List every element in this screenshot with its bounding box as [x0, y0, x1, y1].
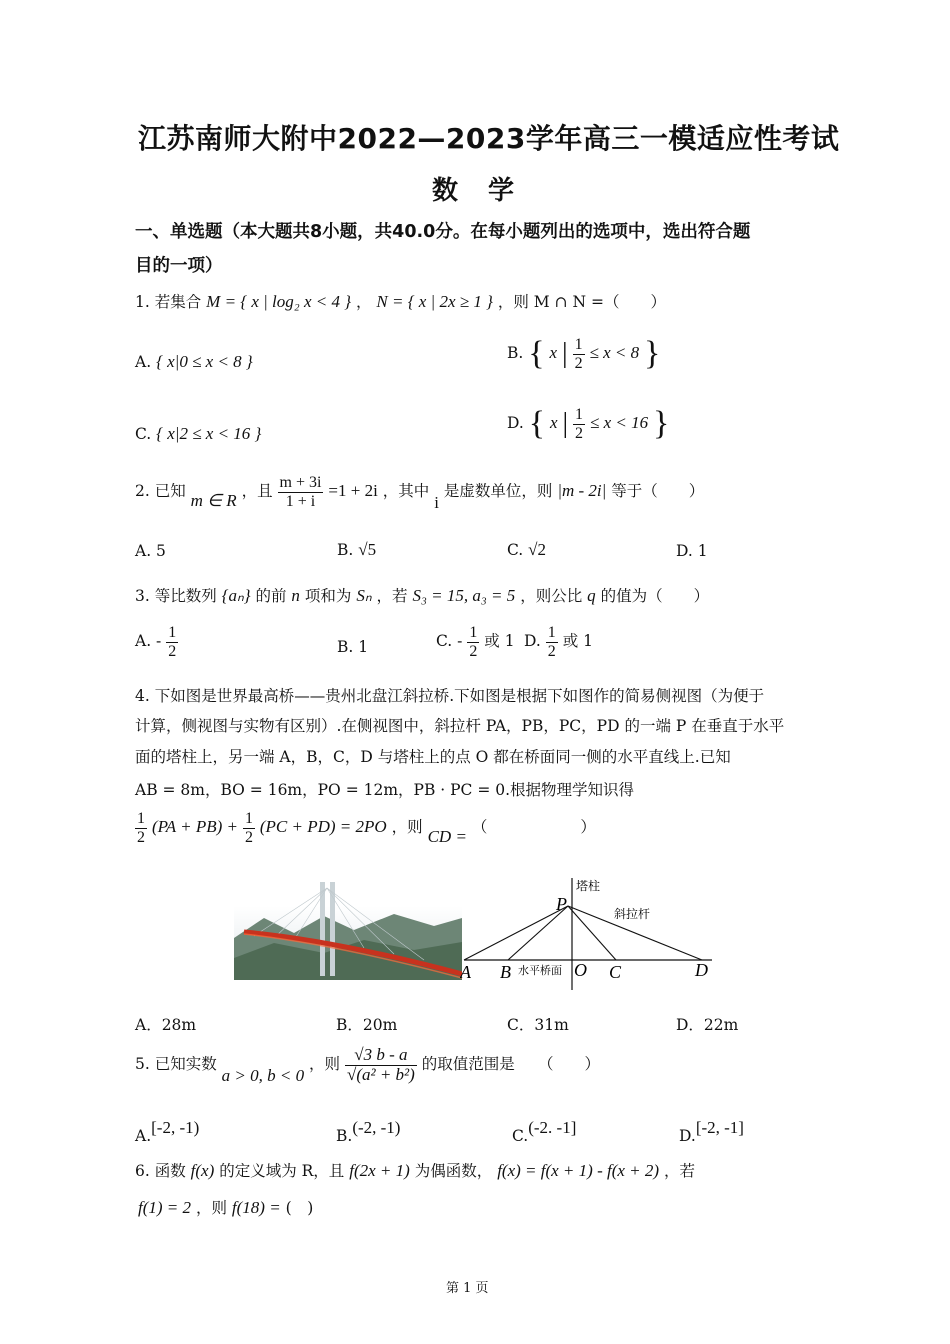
- section-heading-line1: 一、单选题（本大题共8小题，共40.0分。在每小题列出的选项中，选出符合题: [135, 222, 751, 242]
- q3-option-a[interactable]: [135, 624, 178, 660]
- question-5: [135, 1046, 600, 1084]
- tower-right: [330, 882, 335, 976]
- option-suffix: 或 1: [562, 632, 593, 651]
- q2-option-c[interactable]: [507, 540, 546, 560]
- q3-q: q: [587, 586, 596, 605]
- formula-fraction: $\frac{1}{2}$: [244, 810, 253, 846]
- q5-option-d[interactable]: [679, 1118, 744, 1145]
- q5-option-b[interactable]: [336, 1118, 401, 1145]
- brace-right: }: [644, 335, 661, 372]
- q2-option-b[interactable]: [337, 540, 376, 560]
- q6-text: 为偶函数，: [414, 1162, 493, 1180]
- q5-condition: a > 0, b < 0: [221, 1066, 305, 1086]
- q2-option-d[interactable]: D. 1: [676, 542, 708, 560]
- option-value: (-2. -1]: [528, 1118, 577, 1137]
- q5-option-a[interactable]: [135, 1118, 200, 1145]
- option-fraction: $\frac{1}{2}$: [574, 335, 583, 372]
- option-label: D.: [679, 1127, 696, 1145]
- option-fraction: $\frac{1}{2}$: [575, 405, 584, 442]
- q2-option-a[interactable]: A. 5: [135, 542, 166, 560]
- formula-part: (PA + PB) +: [151, 817, 238, 837]
- formula-fraction: $\frac{1}{2}$: [137, 810, 145, 846]
- q2-text: ，其中: [382, 482, 430, 501]
- q2-abs: |m - 2i|: [557, 481, 607, 501]
- option-suffix: 或 1: [484, 632, 515, 651]
- q2-imag-unit: i: [434, 493, 439, 513]
- side-view-diagram: [460, 876, 720, 992]
- q2-condition: m ∈ R: [190, 491, 237, 511]
- q2-fraction: $\frac{m + 3i}{1 + i}$: [279, 474, 322, 510]
- formula-part: (PC + PD) = 2PO: [259, 817, 387, 837]
- option-label: B.: [337, 541, 354, 559]
- option-value: [-2, -1): [151, 1118, 200, 1137]
- point-d: D: [695, 960, 708, 980]
- option-fraction: $\frac{1}{2}$: [547, 624, 556, 660]
- option-label: B.: [507, 344, 524, 362]
- question-6-line2: [138, 1196, 313, 1218]
- section-heading-line2: 目的一项）: [135, 256, 223, 276]
- q3-text: 的前: [255, 587, 287, 605]
- option-label: A.: [135, 353, 152, 371]
- q6-text: ，则: [195, 1199, 227, 1217]
- q3-condition: S₃ = 15, a₃ = 5: [412, 586, 516, 605]
- brace-right: }: [653, 405, 670, 442]
- q6-f2: f(2x + 1): [349, 1161, 410, 1180]
- q1-suffix: ，则 M ∩ N =（ ）: [497, 293, 666, 311]
- q1-prefix: 1. 若集合: [135, 293, 202, 311]
- q4-line2: 计算，侧视图与实物有区别）.在侧视图中，斜拉杆 PA，PB，PC，PD 的一端 P 在垂直于水平: [135, 717, 785, 735]
- point-c: C: [609, 962, 622, 982]
- question-2: [135, 474, 705, 513]
- q3-prefix: 3. 等比数列: [135, 587, 217, 605]
- option-value: { x|0 ≤ x < 8 }: [156, 352, 253, 371]
- option-var: x: [549, 343, 558, 362]
- q3-text: ，则公比: [520, 587, 583, 605]
- option-value: ≤ x < 8: [589, 343, 640, 362]
- option-label: C. -: [436, 632, 463, 651]
- question-1: [135, 290, 666, 312]
- q2-prefix: 2. 已知: [135, 482, 186, 501]
- q2-text: 是虚数单位，则: [443, 482, 553, 501]
- q6-fx: f(x): [190, 1161, 215, 1180]
- q3-sn: Sₙ: [356, 586, 372, 605]
- q3-option-c[interactable]: [436, 624, 515, 660]
- option-value: √2: [528, 540, 547, 559]
- cable-pc: [568, 906, 616, 960]
- answer-paren: （ ）: [471, 818, 596, 837]
- brace-left: {: [528, 335, 545, 372]
- q5-suffix: 的取值范围是 （ ）: [421, 1055, 601, 1074]
- q4-line3: 面的塔柱上，另一端 A，B，C，D 与塔柱上的点 O 都在桥面同一侧的水平直线上.已知: [135, 748, 731, 766]
- bar: |: [562, 408, 569, 439]
- option-label: C.: [512, 1127, 529, 1145]
- option-var: x: [550, 413, 558, 432]
- bridge-photo: [234, 878, 462, 980]
- q3-n: n: [291, 586, 300, 605]
- option-label: A.: [135, 1127, 152, 1145]
- q2-text: ，且: [241, 482, 273, 501]
- page-title: 江苏南师大附中2022—2023学年高三一模适应性考试: [138, 122, 840, 155]
- q4-option-d[interactable]: D．22m: [676, 1016, 739, 1034]
- q3-text: ，若: [376, 587, 408, 605]
- label-cable: 斜拉杆: [614, 907, 651, 921]
- point-b: B: [500, 962, 511, 982]
- option-value: [-2, -1]: [695, 1118, 744, 1137]
- point-p: P: [556, 894, 567, 914]
- answer-paren: ( ): [285, 1199, 314, 1217]
- point-a: A: [460, 962, 471, 982]
- q1-option-d[interactable]: [507, 405, 669, 443]
- q6-equation: f(x) = f(x + 1) - f(x + 2): [497, 1161, 660, 1180]
- q5-option-c[interactable]: [512, 1118, 577, 1145]
- option-label: C.: [135, 425, 152, 443]
- q6-condition: f(1) = 2: [138, 1198, 192, 1217]
- option-label: D.: [524, 632, 541, 651]
- question-3: [135, 584, 709, 606]
- option-fraction: $\frac{1}{2}$: [469, 624, 478, 660]
- q1-option-c[interactable]: [135, 424, 261, 444]
- option-label: C.: [507, 541, 524, 559]
- option-label: B.: [336, 1127, 353, 1145]
- option-label: A. -: [135, 632, 162, 651]
- q4-option-a[interactable]: A．28m: [135, 1016, 197, 1034]
- q5-text: ，则: [309, 1055, 341, 1074]
- formula-cd: CD =: [427, 827, 467, 847]
- q3-text: 项和为: [304, 587, 352, 605]
- label-tower: 塔柱: [576, 879, 601, 893]
- q2-equation: =1 + 2i: [328, 481, 378, 501]
- q1-option-b[interactable]: [507, 335, 660, 373]
- cable-lines: [464, 906, 702, 960]
- q3-option-d[interactable]: [524, 624, 593, 660]
- formula-suffix: ，则: [391, 818, 423, 837]
- q6-text: ，若: [663, 1162, 695, 1180]
- q6-text: 的定义域为 R，且: [219, 1162, 345, 1180]
- page-number: 第 1 页: [446, 1281, 489, 1296]
- bar: |: [562, 338, 568, 369]
- question-6: [135, 1159, 695, 1181]
- option-value: (-2, -1): [352, 1118, 401, 1137]
- q3-option-b[interactable]: B. 1: [337, 638, 369, 656]
- q1-set-m: M = { x | log₂ x < 4 }: [206, 292, 352, 311]
- q4-line1: 4. 下如图是世界最高桥——贵州北盘江斜拉桥.下如图是根据下如图作的简易侧视图（为便于: [135, 687, 765, 705]
- tower-left: [320, 882, 325, 976]
- q3-suffix: 的值为（ ）: [600, 587, 710, 605]
- option-value: ≤ x < 16: [589, 413, 649, 432]
- option-value: √5: [358, 540, 377, 559]
- q1-set-n: N = { x | 2x ≥ 1 }: [376, 292, 493, 311]
- q4-formula: [135, 810, 596, 846]
- q1-option-a[interactable]: [135, 352, 253, 372]
- option-fraction: $\frac{1}{2}$: [168, 624, 177, 660]
- option-label: D.: [507, 414, 524, 432]
- label-deck: 水平桥面: [518, 964, 562, 977]
- q5-prefix: 5. 已知实数: [135, 1055, 217, 1074]
- q4-line4: AB = 8m，BO = 16m，PO = 12m，PB · PC = 0.根据物理学知识得: [135, 781, 635, 799]
- subject-heading: 数学: [432, 176, 545, 206]
- q3-sequence: {aₙ}: [221, 586, 251, 605]
- cable-pa: [464, 906, 568, 960]
- q5-fraction: $\frac{√3 b - a}{\text{√(a² + b²)}}$: [347, 1045, 415, 1084]
- brace-left: {: [528, 405, 546, 442]
- q6-ask: f(18) =: [231, 1198, 281, 1217]
- q4-option-b[interactable]: B．20m: [336, 1016, 398, 1034]
- option-value: { x|2 ≤ x < 16 }: [156, 424, 262, 443]
- q1-comma: ，: [355, 293, 372, 311]
- point-o: O: [574, 960, 587, 980]
- q4-option-c[interactable]: C．31m: [507, 1016, 569, 1034]
- q6-prefix: 6. 函数: [135, 1162, 186, 1180]
- q2-suffix: 等于（ ）: [611, 482, 705, 501]
